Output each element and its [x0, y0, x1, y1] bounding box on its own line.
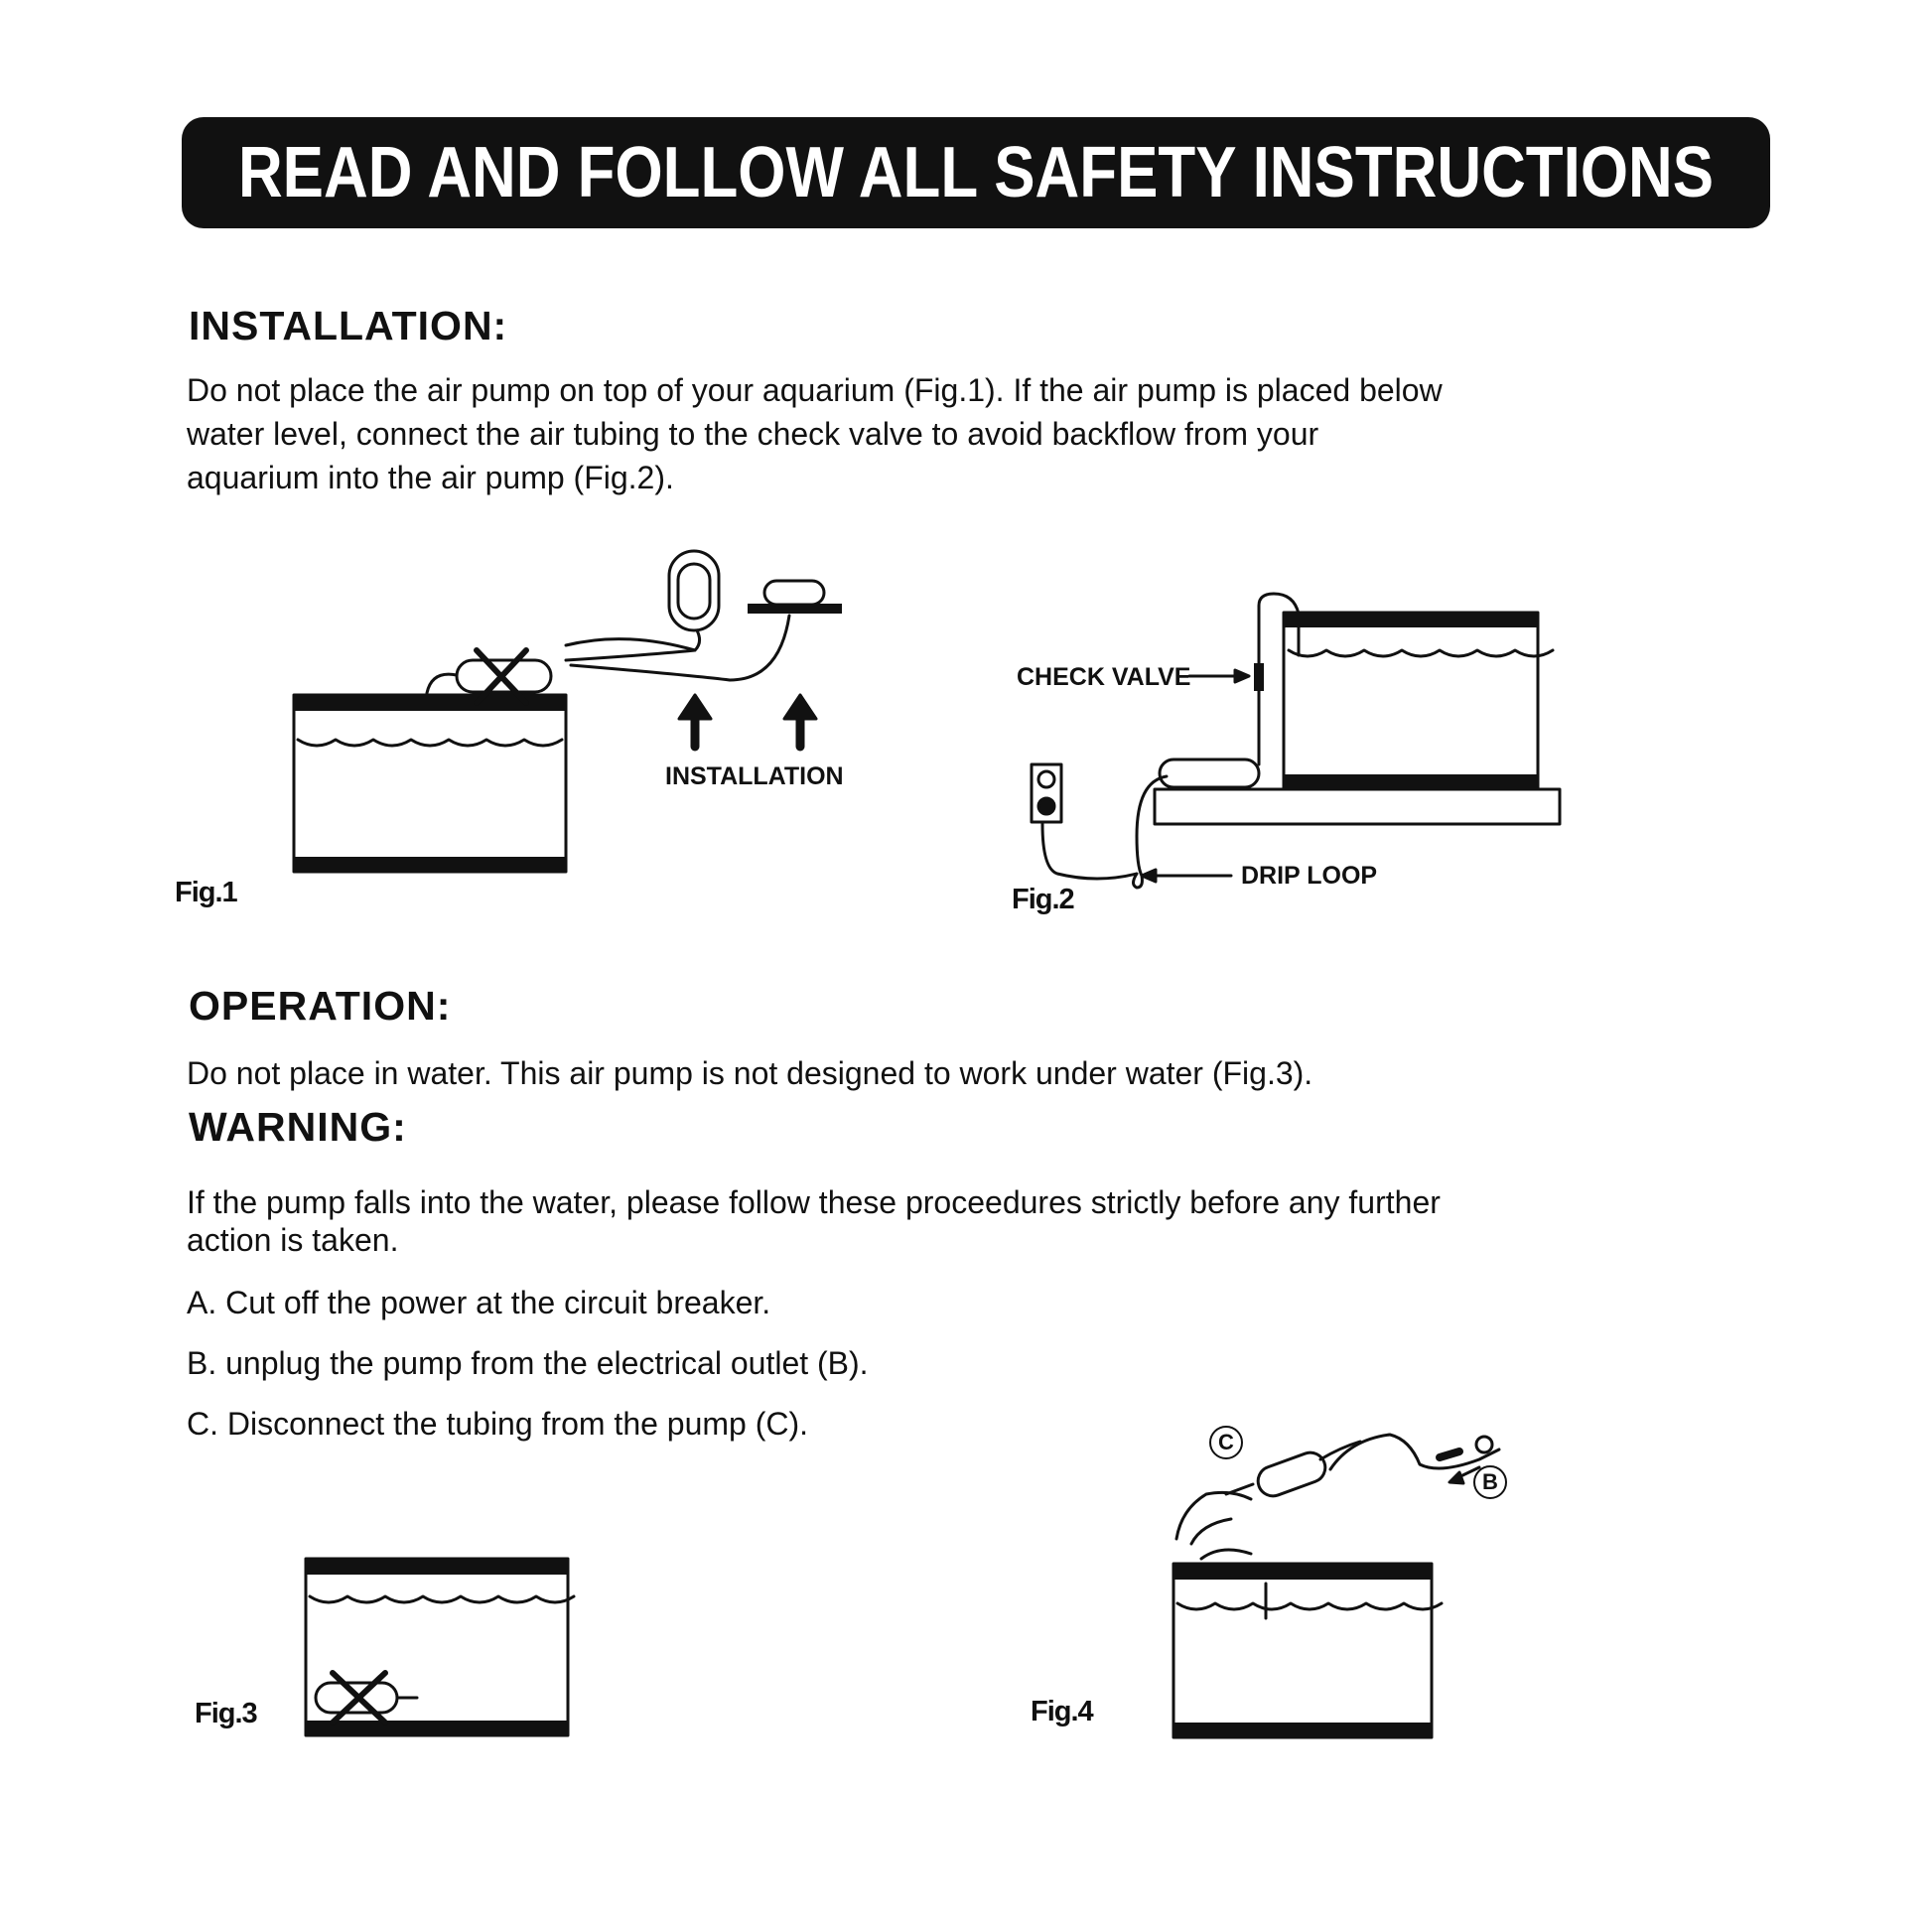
fig1-arrow-right-icon	[784, 695, 816, 719]
fig3-tank-base	[306, 1721, 568, 1735]
installation-line-1: Do not place the air pump on top of your aquarium (Fig.1). If the air pump is placed below	[187, 372, 1443, 408]
fig4-tank-rim	[1173, 1564, 1432, 1580]
fig1-pump-tube	[427, 674, 457, 693]
fig4-aquarium-tank	[1173, 1564, 1432, 1737]
fig1-label: Fig.1	[175, 877, 237, 908]
fig2-drip-loop-label: DRIP LOOP	[1241, 862, 1378, 890]
operation-text: Do not place in water. This air pump is not designed to work under water (Fig.3).	[187, 1055, 1313, 1091]
fig1-shelf-pump	[764, 581, 824, 605]
fig1-tube-a	[566, 639, 695, 650]
fig4-water-line	[1177, 1603, 1442, 1609]
fig2-drip-loop-arrow-icon	[1142, 870, 1156, 882]
fig4-plug-icon	[1440, 1451, 1459, 1457]
fig4-cord	[1330, 1435, 1499, 1469]
fig2-label: Fig.2	[1012, 884, 1074, 915]
fig4-tube-detached	[1201, 1550, 1251, 1559]
fig3-tank-rim	[306, 1559, 568, 1575]
fig1-aquarium-diagram	[294, 551, 842, 872]
installation-line-2: water level, connect the air tubing to the check valve to avoid backflow from your	[187, 416, 1319, 452]
installation-heading: INSTALLATION:	[189, 303, 508, 348]
fig4-unplug-arrow-icon	[1449, 1472, 1463, 1483]
fig2-tank-base	[1284, 774, 1538, 789]
fig1-tank-base	[294, 857, 566, 872]
fig1-installation-caption: INSTALLATION	[665, 762, 844, 790]
fig2-outlet-socket-top	[1038, 771, 1054, 787]
warning-step-b: B. unplug the pump from the electrical outlet (B).	[187, 1345, 869, 1381]
fig3-water-line	[310, 1596, 574, 1602]
fig4-pump	[1254, 1449, 1329, 1500]
operation-heading: OPERATION:	[189, 983, 452, 1029]
fig1-arrow-left-icon	[679, 695, 711, 719]
fig4-hand-left	[1176, 1484, 1253, 1544]
fig2-shelf	[1155, 789, 1560, 824]
fig2-check-valve-arrow-icon	[1235, 670, 1249, 682]
fig3-aquarium-diagram	[306, 1559, 574, 1735]
warning-line-1: If the pump falls into the water, please follow these proceedures strictly before any further	[187, 1184, 1441, 1220]
fig2-aquarium-tank	[1284, 613, 1538, 789]
warning-step-c: C. Disconnect the tubing from the pump (C).	[187, 1406, 809, 1442]
installation-line-3: aquarium into the air pump (Fig.2).	[187, 460, 674, 495]
warning-heading: WARNING:	[189, 1104, 407, 1150]
fig2-aquarium-diagram	[1032, 594, 1560, 888]
fig2-check-valve-label: CHECK VALVE	[1017, 663, 1191, 691]
fig4-tank-base	[1173, 1723, 1432, 1737]
fig4-marker-c: C	[1209, 1426, 1243, 1459]
banner-title: READ AND FOLLOW ALL SAFETY INSTRUCTIONS	[237, 133, 1715, 212]
warning-step-a: A. Cut off the power at the circuit breaker.	[187, 1285, 771, 1320]
fig2-water-line	[1289, 650, 1553, 656]
fig2-check-valve-icon	[1254, 663, 1264, 691]
fig4-marker-b: B	[1473, 1465, 1507, 1499]
fig2-tank-rim	[1284, 613, 1538, 627]
fig2-pump	[1160, 759, 1259, 787]
fig4-aquarium-diagram	[1173, 1435, 1499, 1737]
fig2-outlet-socket-bottom	[1038, 798, 1054, 814]
fig3-label: Fig.3	[195, 1698, 257, 1729]
fig4-socket-icon	[1476, 1437, 1492, 1452]
fig1-water-line	[298, 740, 562, 746]
fig1-aquarium-tank	[294, 695, 566, 872]
warning-line-2: action is taken.	[187, 1222, 399, 1258]
fig4-label: Fig.4	[1031, 1696, 1093, 1727]
fig3-cross-icon	[333, 1673, 385, 1723]
fig1-hanging-pump-inner	[678, 564, 710, 619]
